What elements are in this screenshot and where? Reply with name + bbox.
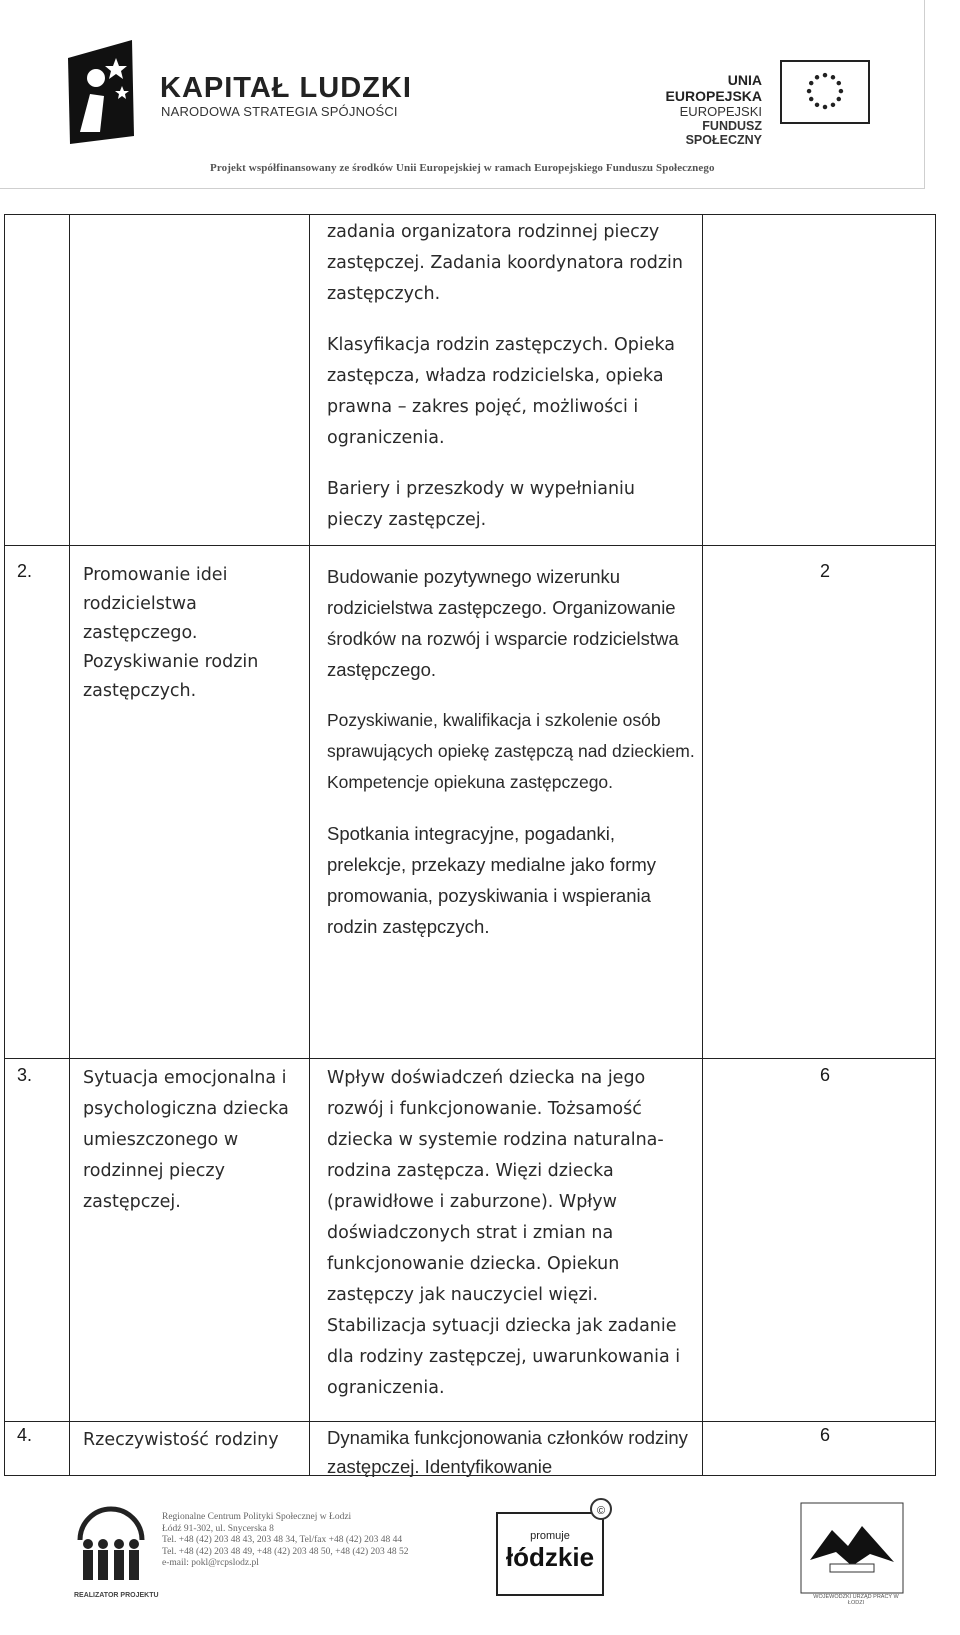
row-hours: 2 [819, 561, 830, 581]
rcps-caption: REALIZATOR PROJEKTU [74, 1592, 159, 1599]
table-col-divider [69, 215, 70, 1475]
rcps-logo [74, 1500, 148, 1590]
wup-logo [800, 1502, 904, 1594]
lodzkie-label: łódzkie [505, 1542, 595, 1572]
content-paragraph: Pozyskiwanie, kwalifikacja i szkolenie osób sprawujących opiekę zastępczą nad dzieckiem. Kompetencje opiekuna zastępczego. [327, 710, 695, 792]
row-topic: Rzeczywistość rodziny [83, 1430, 279, 1450]
table-row-divider [5, 545, 935, 546]
rcps-address-line: e-mail: pokl@rcpslodz.pl [162, 1558, 259, 1568]
row-number: 4. [17, 1425, 33, 1445]
kapital-ludzki-subtitle: NARODOWA STRATEGIA SPÓJNOŚCI [161, 104, 398, 119]
copyright-badge-icon: © [590, 1498, 612, 1520]
wup-caption: WOJEWÓDZKI URZĄD PRACY W ŁODZI [813, 1594, 899, 1606]
table-row-content [327, 561, 697, 942]
rcps-address [162, 1512, 409, 1570]
content-paragraph: Dynamika funkcjonowania członków rodziny zastępczej. Identyfikowanie [327, 1427, 688, 1477]
row-hours: 6 [819, 1425, 830, 1445]
rcps-address-line: Regionalne Centrum Polityki Społecznej w Łodzi [162, 1512, 352, 1522]
eu-flag-icon [780, 60, 870, 124]
funding-note: Projekt współfinansowany ze środków Unii Europejskiej w ramach Europejskiego Funduszu Społecznego [210, 162, 715, 174]
content-paragraph: zadania organizatora rodzinnej pieczy zastępczej. Zadania koordynatora rodzin zastępczych. [327, 222, 684, 304]
content-paragraph: Wpływ doświadczeń dziecka na jego rozwój i funkcjonowanie. Tożsamość dziecka w systemie rodzina naturalna-rodzina zastępcza. Więzi dziecka (prawidłowe i zaburzone). Wpływ doświadczonych strat i zmian na funkcjonowanie dziecka. Opiekun zastępczy jak nauczyciel więzi. Stabilizacja sytuacji dziecka jak zadanie dla rodziny zastępczej, uwarunkowania i ograniczenia. [327, 1068, 681, 1398]
table-col-divider [309, 215, 310, 1475]
eu-label-line1: UNIA EUROPEJSKA [665, 72, 762, 104]
page-footer [0, 1490, 960, 1635]
table-col-divider [702, 215, 703, 1475]
eu-label [630, 72, 762, 147]
content-paragraph: Budowanie pozytywnego wizerunku rodzicielstwa zastępczego. Organizowanie środków na rozwój i wsparcie rodzicielstwa zastępczego. [327, 566, 679, 680]
promuje-lodzkie-logo [496, 1512, 604, 1596]
row-topic: Promowanie idei rodzicielstwa zastępczego. Pozyskiwanie rodzin zastępczych. [83, 565, 259, 701]
table-row-divider [5, 1421, 935, 1422]
rcps-address-line: Tel. +48 (42) 203 48 43, 203 48 34, Tel/fax +48 (42) 203 48 44 [162, 1535, 403, 1545]
rcps-address-line: Tel. +48 (42) 203 48 49, +48 (42) 203 48 50, +48 (42) 203 48 52 [162, 1546, 409, 1557]
kapital-ludzki-title: KAPITAŁ LUDZKI [160, 72, 412, 104]
table-row-content [327, 1063, 697, 1404]
row-number: 2. [17, 561, 33, 581]
content-paragraph: Spotkania integracyjne, pogadanki, prelekcje, przekazy medialne jako formy promowania, pozyskiwania i wspierania rodzin zastępczych. [327, 823, 657, 937]
table-row-divider [5, 1058, 935, 1059]
curriculum-table [4, 214, 936, 1476]
page-header [0, 0, 925, 189]
table-row-content [327, 1423, 697, 1481]
kapital-ludzki-logo [66, 40, 136, 144]
content-paragraph: Bariery i przeszkody w wypełnianiu pieczy zastępczej. [327, 479, 636, 530]
content-paragraph: Klasyfikacja rodzin zastępczych. Opieka zastępcza, władza rodzicielska, opieka prawna – zakres pojęć, możliwości i ograniczenia. [327, 335, 676, 448]
eu-label-line3: FUNDUSZ SPOŁECZNY [685, 119, 762, 147]
table-row-content [327, 217, 687, 536]
eu-label-line2: EUROPEJSKI [679, 104, 762, 119]
promuje-label: promuje [530, 1530, 570, 1542]
rcps-address-line: Łódź 91-302, ul. Snycerska 8 [162, 1523, 274, 1534]
row-number: 3. [17, 1065, 33, 1085]
row-topic: Sytuacja emocjonalna i psychologiczna dziecka umieszczonego w rodzinnej pieczy zastępczej. [83, 1068, 289, 1212]
row-hours: 6 [819, 1065, 830, 1085]
